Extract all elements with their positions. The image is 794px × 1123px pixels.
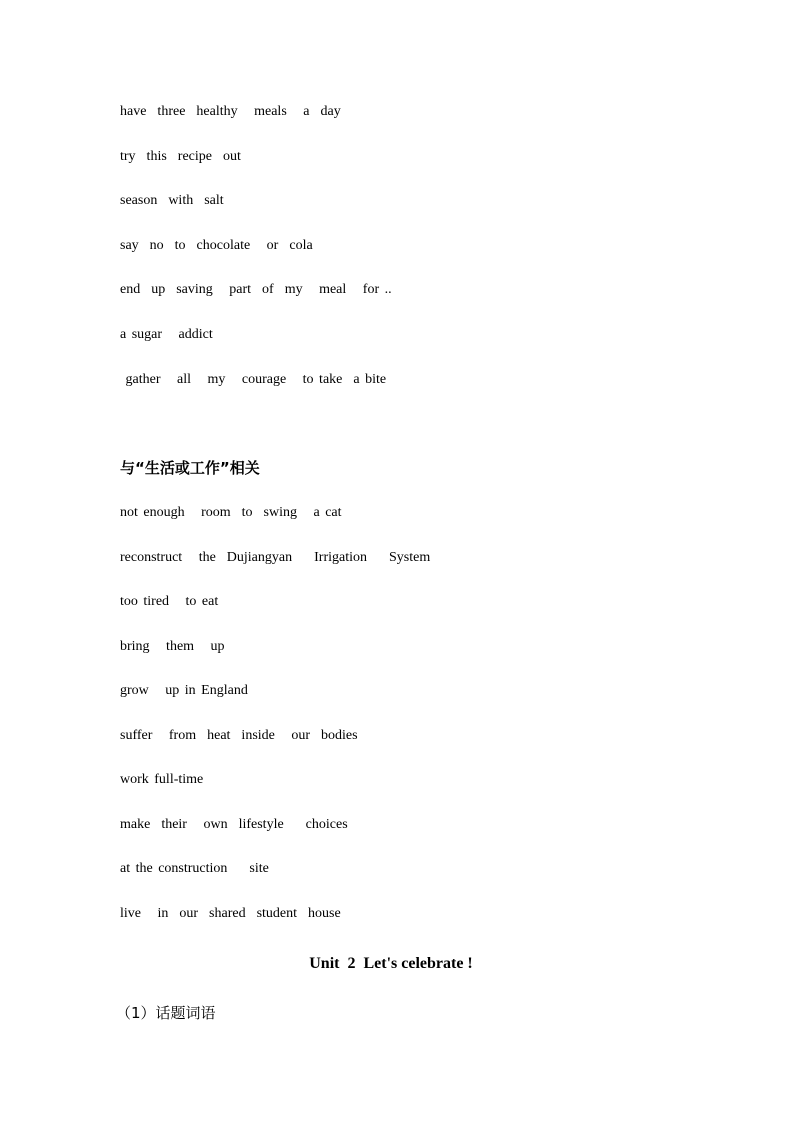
- phrase-line: a sugar addict: [120, 327, 213, 342]
- section-heading: 与“生活或工作”相关: [120, 459, 260, 477]
- phrase-line: try this recipe out: [120, 149, 241, 164]
- phrase-line: not enough room to swing a cat: [120, 505, 342, 520]
- phrase-line: live in our shared student house: [120, 906, 341, 921]
- phrase-line: have three healthy meals a day: [120, 104, 341, 119]
- phrase-line: end up saving part of my meal for ..: [120, 282, 392, 297]
- phrase-line: bring them up: [120, 639, 225, 654]
- phrase-line: work full-time: [120, 772, 204, 787]
- phrase-line: at the construction site: [120, 861, 269, 876]
- unit-title: Unit 2 Let's celebrate !: [309, 955, 473, 972]
- phrase-line: reconstruct the Dujiangyan Irrigation System: [120, 550, 431, 565]
- phrase-line: too tired to eat: [120, 594, 219, 609]
- subsection-heading: （1）话题词语: [116, 1004, 216, 1022]
- phrase-line: say no to chocolate or cola: [120, 238, 313, 253]
- phrase-line: make their own lifestyle choices: [120, 817, 348, 832]
- phrase-line: grow up in England: [120, 683, 248, 698]
- phrase-line: season with salt: [120, 193, 224, 208]
- phrase-line: suffer from heat inside our bodies: [120, 728, 358, 743]
- phrase-line: gather all my courage to take a bite: [120, 372, 387, 387]
